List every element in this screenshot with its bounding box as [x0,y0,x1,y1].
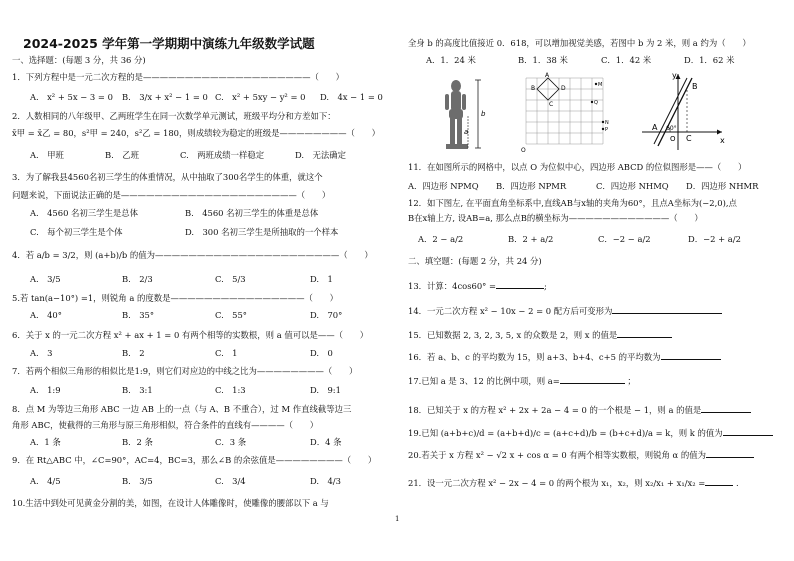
q2-option-c: C. 两班成绩一样稳定 [180,150,265,160]
q8-stem-line2: 角形 ABC，使截得的三角形与原三角形相似，符合条件的直线有————（ ） [12,420,319,430]
q12-stem-line1: 12．如下图左, 在平面直角坐标系中,直线AB与x轴的夹角为60°，且点A坐标为(−2,0),点 [408,198,737,208]
q10-option-a: A．1．24 米 [426,55,476,65]
q2-option-a: A. 甲班 [30,150,64,160]
section-fill-heading: 二、填空题：(每题 2 分，共 24 分) [408,256,542,266]
q8-option-c: C．3 条 [215,437,247,447]
q20-answer-blank[interactable] [706,457,754,458]
q2-stem-line2: x̄甲 = x̄乙 = 80，s²甲 = 240，s²乙 = 180，则成绩较为稳定的班级是————————（ ） [12,128,380,138]
q12-option-b: B．2 + a/2 [508,234,554,244]
axis-label-o: O [670,135,676,143]
q21: 21．设一元二次方程 x² − 2x − 4 = 0 的两个根为 x₁，x₂，则 x₂/x₁ + x₁/x₂ = . [408,478,739,488]
q11-option-c: C．四边形 NHMQ [596,181,669,191]
q13-text: 13．计算：4cos60° = [408,281,497,291]
grid-label-a: A [545,72,550,79]
q17: 17.已知 a 是 3、12 的比例中项，则 a= ； [408,376,636,386]
q15-answer-blank[interactable] [617,337,672,338]
q11-option-b: B．四边形 NPMR [496,181,567,191]
q3-stem-line1: 3．为了解我县4560名初三学生的体重情况，从中抽取了300名学生的体重，就这个 [12,172,323,182]
q5-option-c: C. 55° [215,310,247,320]
axis-label-y: y [672,71,677,80]
grid-label-m: M [598,82,603,88]
q14-text: 14．一元二次方程 x² − 10x − 2 = 0 配方后可变形为 [408,306,613,316]
q2-stem-line1: 2．人数相同的八年级甲、乙两班学生在同一次数学单元测试，班级平均分和方差如下： [12,111,336,121]
q18-text: 18．已知关于 x 的方程 x² + 2x + 2a − 4 = 0 的一个根是 − 1，则 a 的值是 [408,405,702,415]
q6-option-a: A. 3 [30,348,53,358]
q2-option-d: D. 无法确定 [295,150,346,160]
q6-stem: 6．关于 x 的一元二次方程 x² + ax + 1 = 0 有两个相等的实数根，则 a 值可以是——（ ） [12,330,369,340]
grid-label-d: D [561,85,566,92]
q6-option-b: B. 2 [122,348,145,358]
q3-option-b: B. 4560 名初三学生的体重是总体 [185,208,319,218]
q5-option-d: D. 70° [310,310,343,320]
q13-answer-blank[interactable] [496,288,544,289]
q2-option-b: B. 乙班 [105,150,139,160]
q4-option-a: A. 3/5 [30,274,61,284]
q20 [408,450,754,461]
q11-stem: 11．在如图所示的网格中，以点 O 为位似中心，四边形 ABCD 的位似图形是——（ ） [408,162,747,172]
page-number: 1 [395,515,400,523]
q1-option-d: D. 4x − 1 = 0 [320,92,383,102]
axis-label-a: A [652,123,658,132]
q16-text: 16．若 a、b、c 的平均数为 15，则 a+3、b+4、c+5 的平均数为 [408,352,661,362]
q10-option-c: C．1．42 米 [601,55,652,65]
grid-figure [516,72,616,154]
q16-answer-blank[interactable] [661,359,721,360]
q1-stem: 1．下列方程中是一元二次方程的是————————————————————（ ） [12,72,344,82]
q17-text: 17.已知 a 是 3、12 的比例中项，则 a= [408,376,560,386]
q10-stem-continued: 全身 b 的高度比值接近 0．618，可以增加视觉美感，若图中 b 为 2 米，则 a 约为（ ） [408,38,751,48]
q4-option-b: B. 2/3 [122,274,153,284]
q7-option-b: B. 3:1 [122,385,153,395]
q19-text: 19.已知 (a+b+c)/d = (a+b+d)/c = (a+c+d)/b = (b+c+d)/a = k，则 k 的值为 [408,428,723,438]
q12-option-d: D．−2 + a/2 [688,234,741,244]
q6-option-d: D. 0 [310,348,333,358]
q4-option-c: C. 5/3 [215,274,246,284]
q5-option-b: B. 35° [122,310,155,320]
q8-option-d: D．4 条 [310,437,342,447]
q9-option-a: A. 4/5 [30,476,61,486]
q13: 13．计算：4cos60° = ; [408,281,547,291]
q7-option-d: D. 9:1 [310,385,341,395]
grid-label-p: P [605,127,609,133]
q3-stem-line2: 问题来说，下面说法正确的是—————————————————————（ ） [12,190,331,200]
q6-option-c: C. 1 [215,348,238,358]
q9-option-c: C. 3/4 [215,476,246,486]
q18 [408,405,751,416]
q1-option-a: A. x² + 5x − 3 = 0 [30,92,113,102]
q9-option-d: D. 4/3 [310,476,341,486]
q8-option-a: A．1 条 [30,437,61,447]
q8-stem-line1: 8．点 M 为等边三角形 ABC 一边 AB 上的一点（与 A、B 不重合），过 M 作直线截等边三 [12,404,352,414]
exam-title: 2024-2025 学年第一学期期中演练九年级数学试题 [23,36,315,51]
grid-label-b: B [531,85,536,92]
q7-option-c: C. 1:3 [215,385,246,395]
q17-answer-blank[interactable] [560,383,625,384]
q11-option-a: A．四边形 NPMQ [408,181,479,191]
q15-text: 15．已知数据 2, 3, 2, 3, 5, x 的众数是 2，则 x 的值是 [408,330,618,340]
axis-label-c: C [686,134,692,143]
q10-option-d: D．1．62 米 [684,55,735,65]
q1-option-c: C. x² + 5xy − y² = 0 [215,92,306,102]
grid-label-o: O [521,147,526,154]
q7-option-a: A. 1:9 [30,385,61,395]
q19 [408,428,773,439]
q20-text: 20.若关于 x 方程 x² − √2 x + cos α = 0 有两个相等实数根，则锐角 α 的值为 [408,450,707,460]
q8-option-b: B．2 条 [122,437,153,447]
q19-answer-blank[interactable] [723,435,773,436]
q10-option-b: B．1．38 米 [518,55,568,65]
svg-text:b: b [481,110,486,118]
svg-text:a: a [464,128,469,136]
axes-figure [630,70,730,156]
q9-stem: 9．在 Rt△ABC 中，∠C=90°，AC=4，BC=3，那么∠B 的余弦值是————————（ ） [12,455,377,465]
q4-option-d: D. 1 [310,274,333,284]
q12-option-c: C．−2 − a/2 [598,234,651,244]
q5-stem: 5.若 tan(a−10°) =1，则锐角 a 的度数是————————————————（ ） [12,293,338,303]
q12-stem-line2: B在x轴上方, 设AB=a, 那么点B的横坐标为————————————（ ） [408,213,703,223]
q18-answer-blank[interactable] [701,412,751,413]
q14-answer-blank[interactable] [612,313,722,314]
q15 [408,330,672,341]
q7-stem: 7．若两个相似三角形的相似比是1:9，则它们对应边的中线之比为————————（ ） [12,366,358,376]
grid-label-n: N [605,120,609,126]
axis-label-x: x [720,136,725,145]
q21-answer-blank[interactable] [705,485,733,486]
axis-label-b: B [692,82,698,91]
q10-stem: 10.生活中到处可见黄金分割的美，如图，在设计人体雕像时，使雕像的腰部以下 a 与 [12,498,329,508]
q9-option-b: B. 3/5 [122,476,153,486]
q1-option-b: B. 3/x + x² − 1 = 0 [122,92,208,102]
grid-label-c: C [549,101,554,108]
q5-option-a: A. 40° [30,310,62,320]
section-choice-heading: 一、选择题：(每题 3 分，共 36 分) [12,55,146,65]
q3-option-d: D. 300 名初三学生是所抽取的一个样本 [185,227,339,237]
q4-stem: 4．若 a/b = 3/2，则 (a+b)/b 的值为——————————————————————（ ） [12,250,373,260]
q21-text: 21．设一元二次方程 x² − 2x − 4 = 0 的两个根为 x₁，x₂，则 x₂/x₁ + x₁/x₂ = [408,478,706,488]
q14 [408,306,722,317]
axis-label-angle: 60° [666,125,677,132]
q16 [408,352,721,363]
grid-label-q: Q [594,100,598,106]
statue-figure [438,72,498,154]
q3-option-c: C. 每个初三学生是个体 [30,227,123,237]
q12-option-a: A．2 − a/2 [418,234,464,244]
q3-option-a: A. 4560 名初三学生是总体 [30,208,139,218]
q11-option-d: D．四边形 NHMR [686,181,759,191]
